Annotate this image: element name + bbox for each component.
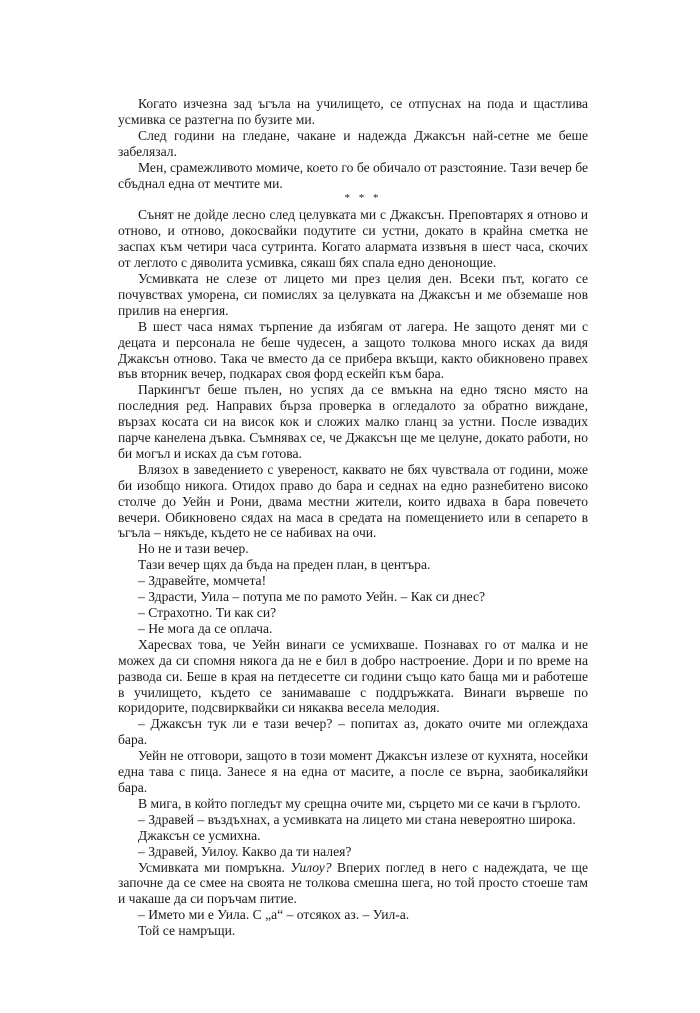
dialogue-line: – Джаксън тук ли е тази вечер? – попитах аз, докато очите ми оглеждаха бара.	[118, 716, 588, 748]
paragraph: Джаксън се усмихна.	[138, 827, 261, 843]
paragraph: Той се намръщи.	[138, 923, 236, 939]
book-page	[118, 96, 588, 939]
smile-text-before: Усмивката ми помръкна.	[138, 859, 291, 875]
paragraph: Но не и тази вечер.	[138, 541, 249, 557]
paragraph: Когато изчезна зад ъгъла на училището, се отпуснах на пода и щастлива усмивка се разтегна по бузите ми.	[118, 96, 588, 127]
dialogue-line: – Здравей, Уилоу. Какво да ти налея?	[138, 843, 352, 859]
dialogue-line: – Здравейте, момчета!	[138, 573, 267, 589]
paragraph: В мига, в който погледът му срещна очите ми, сърцето ми се качи в гърлото.	[138, 795, 581, 811]
smile-text-italic: Уилоу?	[290, 859, 332, 875]
smile-text-after: Вперих поглед в него с надеждата, че ще започне да се смее на своята не толкова смешна шега, но той просто стоеше там и чакаше да си поръчам питие.	[118, 859, 588, 907]
dialogue-line: – Името ми е Уила. С „а“ – отсякох аз. – Уил-а.	[138, 907, 410, 923]
paragraph: В шест часа нямах търпение да избягам от лагера. Не защото денят ми с децата и персонала не беше чудесен, а защото толкова много исках да видя Джаксън отново. Така че вместо да се прибера вкъщи, както обикновено правех във вторник вечер, подкарах своя форд ескейп към бара.	[118, 318, 588, 382]
paragraph: Паркингът беше пълен, но успях да се вмъкна на едно тясно място на последния ред. Направих бърза проверка в огледалото за обратно виждане, вързах косата си на висок кок и сложих малко гланц за устни. После извадих парче канелена дъвка. Съмнявах се, че Джаксън ще ме целуне, докато работи, но би могъл и исках да съм готова.	[118, 382, 588, 461]
paragraph: Усмивката не слезе от лицето ми през целия ден. Всеки път, когато се почувствах уморена, си помислях за целувката на Джаксън и ме обземаше нов прилив на енергия.	[118, 270, 588, 318]
section-separator: * * *	[344, 192, 382, 205]
paragraph: Харесвах това, че Уейн винаги се усмихваше. Познавах го от малка и не можех да си спомня някога да не е бил в добро настроение. Дори и по време на развода си. Беше в края на петдесетте си години също като баща ми и работеше в училището, където се занимаваше с поддръжката. Винаги вървеше по коридорите, подсвирквайки си някаква весела мелодия.	[118, 636, 588, 716]
dialogue-line: – Страхотно. Ти как си?	[138, 605, 277, 620]
paragraph	[118, 860, 588, 908]
dialogue-line: – Не мога да се оплача.	[138, 620, 273, 636]
paragraph: Мен, срамежливото момиче, което го бе обичало от разстояние. Тази вечер бе сбъднал една от мечтите ми.	[118, 159, 589, 191]
paragraph: Влязох в заведението с увереност, каквато не бях чувствала от години, може би изобщо никога. Отидох право до бара и седнах на едно разнебитено високо столче до Уейн и Рони, двама местни жители, които идваха в бара повечето вечери. Обикновено сядах на маса в средата на помещението или в сепарето в ъгъла – някъде, където не се набивах на очи.	[118, 461, 588, 541]
dialogue-line: – Здрасти, Уила – потупа ме по рамото Уейн. – Как си днес?	[138, 589, 486, 605]
paragraph: Тази вечер щях да бъда на преден план, в центъра.	[138, 557, 431, 573]
paragraph: След години на гледане, чакане и надежда Джаксън най-сетне ме беше забелязал.	[118, 127, 588, 159]
dialogue-line: – Здравей – въздъхнах, а усмивката на лицето ми стана невероятно широка.	[138, 811, 576, 827]
paragraph: Сънят не дойде лесно след целувката ми с Джаксън. Преповтарях я отново и отново, и отново, докосвайки подутите си устни, докато в крайна сметка не заспах към четири часа сутринта. Когато алармата иззвъня в шест часа, скочих от леглото с дяволита усмивка, сякаш бях спала едно денонощие.	[118, 207, 588, 271]
paragraph: Уейн не отговори, защото в този момент Джаксън излезе от кухнята, носейки една тава с пица. Занесе я на една от масите, а после се върна, заобикаляйки бара.	[118, 748, 588, 795]
